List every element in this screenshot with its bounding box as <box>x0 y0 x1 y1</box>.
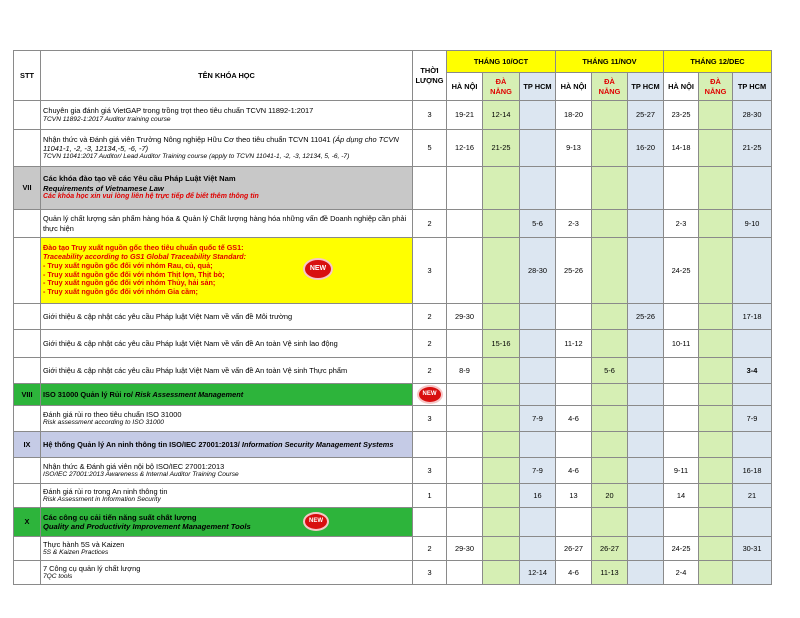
course-title: Quản lý chất lượng sản phẩm hàng hóa & Quản lý Chất lượng hàng hóa những vấn đề Doanh nghiệp cần phải thực hiện <box>43 214 407 233</box>
date-cell <box>447 484 483 508</box>
date-cell <box>447 458 483 484</box>
course-subtitle: Traceability according to GS1 Global Traceability Standard: <box>43 251 247 261</box>
month-header-dec: THÁNG 12/DEC <box>664 51 772 73</box>
date-cell: 3-4 <box>733 358 772 384</box>
section-number: IX <box>14 432 41 458</box>
date-cell: 20 <box>592 484 628 508</box>
table-row <box>14 406 772 432</box>
date-cell <box>628 358 664 384</box>
date-cell <box>483 238 520 304</box>
course-title: Chuyên gia đánh giá VietGAP trong trồng trọt theo tiêu chuẩn TCVN 11892-1:2017 <box>43 106 314 116</box>
date-cell <box>699 358 733 384</box>
date-cell: 4-6 <box>556 458 592 484</box>
date-cell <box>733 238 772 304</box>
date-cell <box>628 406 664 432</box>
date-cell <box>592 101 628 130</box>
city-header-hcm: TP HCM <box>733 73 772 101</box>
date-cell <box>483 406 520 432</box>
date-cell <box>483 210 520 238</box>
date-cell: 7-9 <box>733 406 772 432</box>
date-cell: 14 <box>664 484 699 508</box>
date-cell <box>483 484 520 508</box>
section-row-ix <box>14 432 772 458</box>
date-cell: 11-12 <box>556 330 592 358</box>
date-cell: 9-10 <box>733 210 772 238</box>
duration-cell: 2 <box>413 210 447 238</box>
duration-cell: 3 <box>413 458 447 484</box>
date-cell <box>592 406 628 432</box>
date-cell <box>483 304 520 330</box>
city-header-hcm: TP HCM <box>520 73 556 101</box>
course-title: Đánh giá rủi ro trong An ninh thông tin <box>43 486 168 496</box>
table-row <box>14 330 772 358</box>
section-title: Hệ thống Quản lý An ninh thông tin ISO/IEC 27001:2013/ <box>43 439 242 449</box>
date-cell <box>520 537 556 561</box>
city-header-hn: HÀ NỘI <box>664 73 699 101</box>
date-cell <box>520 130 556 167</box>
table-row <box>14 304 772 330</box>
date-cell <box>628 537 664 561</box>
date-cell: 21 <box>733 484 772 508</box>
date-cell <box>628 458 664 484</box>
date-cell <box>628 561 664 585</box>
table-row <box>14 130 772 167</box>
section-row-x <box>14 508 772 537</box>
date-cell: 28-30 <box>520 238 556 304</box>
duration-cell: 3 <box>413 406 447 432</box>
section-row-vii <box>14 167 772 210</box>
section-subtitle: Risk Assessment Management <box>135 389 244 399</box>
section-subtitle: Quality and Productivity Improvement Management Tools <box>43 522 251 531</box>
city-header-hcm: TP HCM <box>628 73 664 101</box>
date-cell <box>592 330 628 358</box>
date-cell <box>592 458 628 484</box>
date-cell <box>699 458 733 484</box>
date-cell: 9-13 <box>556 130 592 167</box>
course-subtitle: 7QC tools <box>43 573 73 580</box>
date-cell <box>592 238 628 304</box>
date-cell: 12-16 <box>447 130 483 167</box>
date-cell <box>592 210 628 238</box>
duration-cell: 3 <box>413 238 447 304</box>
date-cell <box>556 358 592 384</box>
date-cell: 25-26 <box>556 238 592 304</box>
date-cell <box>628 238 664 304</box>
date-cell: 2-4 <box>664 561 699 585</box>
city-header-dn: ĐÀ NẴNG <box>699 73 733 101</box>
date-cell: 16-20 <box>628 130 664 167</box>
course-title: Giới thiệu & cập nhật các yêu cầu Pháp luật Việt Nam về vấn đề Môi trường <box>43 311 293 321</box>
date-cell <box>483 561 520 585</box>
date-cell: 7-9 <box>520 406 556 432</box>
section-title: Các khóa đào tạo về các Yêu cầu Pháp Luật Việt Nam <box>43 174 236 184</box>
date-cell <box>483 537 520 561</box>
date-cell: 29-30 <box>447 304 483 330</box>
section-number: VIII <box>14 384 41 406</box>
date-cell <box>520 101 556 130</box>
date-cell: 21-25 <box>733 130 772 167</box>
date-cell: 25-27 <box>628 101 664 130</box>
date-cell <box>699 484 733 508</box>
list-item: - Truy xuất nguồn gốc đối với nhóm Thủy, hải sản; <box>43 278 216 288</box>
date-cell <box>699 101 733 130</box>
date-cell <box>664 406 699 432</box>
duration-cell: 3 <box>413 561 447 585</box>
list-item: - Truy xuất nguồn gốc đối với nhóm Thịt lợn, Thịt bò; <box>43 269 225 279</box>
course-title: Giới thiệu & cập nhật các yêu cầu Pháp luật Việt Nam về vấn đề An toàn Vệ sinh lao động <box>43 338 338 348</box>
section-row-viii <box>14 384 772 406</box>
date-cell: 25-26 <box>628 304 664 330</box>
section-title: ISO 31000 Quản lý Rủi ro/ <box>43 389 136 399</box>
date-cell <box>447 210 483 238</box>
date-cell <box>699 238 733 304</box>
course-subtitle: Risk assessment according to ISO 31000 <box>43 419 164 426</box>
date-cell <box>592 304 628 330</box>
date-cell <box>520 304 556 330</box>
table-row <box>14 484 772 508</box>
list-item: - Truy xuất nguồn gốc đối với nhóm Gia cầm; <box>43 287 198 297</box>
date-cell: 26-27 <box>592 537 628 561</box>
duration-cell: 3 <box>413 101 447 130</box>
date-cell: 2-3 <box>664 210 699 238</box>
date-cell <box>483 458 520 484</box>
course-title: 7 Công cụ quản lý chất lượng <box>43 563 141 573</box>
section-title: Các công cụ cải tiến năng suất chất lượng <box>43 512 197 522</box>
new-badge-icon: NEW <box>417 385 443 404</box>
table-row <box>14 358 772 384</box>
course-title: Đào tạo Truy xuất nguồn gốc theo tiêu chuẩn quốc tế GS1: <box>43 243 244 253</box>
date-cell: 12-14 <box>520 561 556 585</box>
date-cell: 23-25 <box>664 101 699 130</box>
date-cell: 28-30 <box>733 101 772 130</box>
date-cell <box>556 304 592 330</box>
date-cell <box>733 561 772 585</box>
course-subtitle: 5S & Kaizen Practices <box>43 549 109 556</box>
date-cell <box>592 130 628 167</box>
date-cell: 11-13 <box>592 561 628 585</box>
city-header-dn: ĐÀ NẴNG <box>592 73 628 101</box>
date-cell: 26-27 <box>556 537 592 561</box>
list-item: - Truy xuất nguồn gốc đối với nhóm Rau, củ, quả; <box>43 260 213 270</box>
table-row <box>14 561 772 585</box>
date-cell: 10-11 <box>664 330 699 358</box>
date-cell: 4-6 <box>556 406 592 432</box>
course-subtitle: TCVN 11892-1:2017 Auditor training course <box>43 115 171 123</box>
training-schedule-table <box>13 50 772 585</box>
date-cell: 16-18 <box>733 458 772 484</box>
date-cell: 17-18 <box>733 304 772 330</box>
date-cell <box>699 406 733 432</box>
duration-cell: 1 <box>413 484 447 508</box>
date-cell <box>628 210 664 238</box>
course-title: Giới thiệu & cập nhật các yêu cầu Pháp luật Việt Nam về vấn đề An toàn Vệ sinh Thực phẩm <box>43 365 348 375</box>
new-badge-icon: NEW <box>303 512 329 531</box>
table-row <box>14 537 772 561</box>
date-cell: 15-16 <box>483 330 520 358</box>
section-subtitle: Information Security Management Systems <box>241 439 394 449</box>
date-cell <box>520 358 556 384</box>
duration-header: THỜI LƯỢNG <box>413 51 447 101</box>
new-badge-icon: NEW <box>303 258 333 280</box>
date-cell <box>733 330 772 358</box>
city-header-hn: HÀ NỘI <box>556 73 592 101</box>
date-cell <box>628 330 664 358</box>
course-name-header: TÊN KHÓA HỌC <box>41 51 413 101</box>
date-cell: 24-25 <box>664 537 699 561</box>
date-cell <box>699 561 733 585</box>
date-cell: 18-20 <box>556 101 592 130</box>
date-cell: 16 <box>520 484 556 508</box>
date-cell: 14-18 <box>664 130 699 167</box>
date-cell: 29-30 <box>447 537 483 561</box>
date-cell: 19-21 <box>447 101 483 130</box>
date-cell <box>520 330 556 358</box>
duration-cell: 2 <box>413 358 447 384</box>
city-header-dn: ĐÀ NẴNG <box>483 73 520 101</box>
section-number: X <box>14 508 41 537</box>
section-subtitle: Requirements of Vietnamese Law <box>43 183 164 193</box>
course-subtitle: ISO/IEC 27001:2013 Awareness & Internal Auditor Training Course <box>43 471 239 478</box>
table-row <box>14 210 772 238</box>
date-cell <box>483 358 520 384</box>
date-cell <box>447 238 483 304</box>
month-header-oct: THÁNG 10/OCT <box>447 51 556 73</box>
date-cell <box>699 537 733 561</box>
date-cell: 2-3 <box>556 210 592 238</box>
date-cell: 21-25 <box>483 130 520 167</box>
date-cell: 7-9 <box>520 458 556 484</box>
date-cell: 4-6 <box>556 561 592 585</box>
date-cell <box>447 561 483 585</box>
course-subtitle: Risk Assessment in Information Security <box>43 496 161 503</box>
date-cell: 5-6 <box>592 358 628 384</box>
city-header-hn: HÀ NỘI <box>447 73 483 101</box>
course-title-note: (Áp dụng cho TCVN 11041-1, -2, -3, 12134,-5, -6, -7) <box>43 134 399 153</box>
table-row <box>14 238 772 304</box>
date-cell <box>699 210 733 238</box>
date-cell: 12-14 <box>483 101 520 130</box>
date-cell <box>447 330 483 358</box>
duration-cell: 2 <box>413 537 447 561</box>
date-cell <box>699 304 733 330</box>
course-title: Nhận thức & Đánh giá viên nội bộ ISO/IEC 27001:2013 <box>43 461 225 471</box>
date-cell <box>664 358 699 384</box>
section-number: VII <box>14 167 41 210</box>
section-note: Các khóa học xin vui lòng liên hệ trực tiếp để biết thêm thông tin <box>43 192 259 200</box>
date-cell <box>628 484 664 508</box>
table-row <box>14 101 772 130</box>
course-subtitle: TCVN 11041:2017 Auditor/ Lead Auditor Training course (apply to TCVN 11041-1, -2, -3, 12134, 5, -6, -7) <box>43 153 350 161</box>
duration-cell: 5 <box>413 130 447 167</box>
date-cell: 13 <box>556 484 592 508</box>
month-header-nov: THÁNG 11/NOV <box>556 51 664 73</box>
course-title: Đánh giá rủi ro theo tiêu chuẩn ISO 31000 <box>43 409 182 419</box>
duration-cell: 2 <box>413 304 447 330</box>
duration-cell: 2 <box>413 330 447 358</box>
table-row <box>14 458 772 484</box>
date-cell: 9-11 <box>664 458 699 484</box>
date-cell: 8-9 <box>447 358 483 384</box>
course-title: Nhận thức và Đánh giá viên Trưởng Nông nghiệp Hữu Cơ theo tiêu chuẩn TCVN 11041 <box>43 134 333 144</box>
date-cell <box>699 330 733 358</box>
date-cell: 30-31 <box>733 537 772 561</box>
course-title: Thực hành 5S và Kaizen <box>43 539 125 549</box>
date-cell: 24-25 <box>664 238 699 304</box>
date-cell: 5-6 <box>520 210 556 238</box>
date-cell <box>664 304 699 330</box>
date-cell <box>447 406 483 432</box>
stt-header: STT <box>14 51 41 101</box>
date-cell <box>699 130 733 167</box>
